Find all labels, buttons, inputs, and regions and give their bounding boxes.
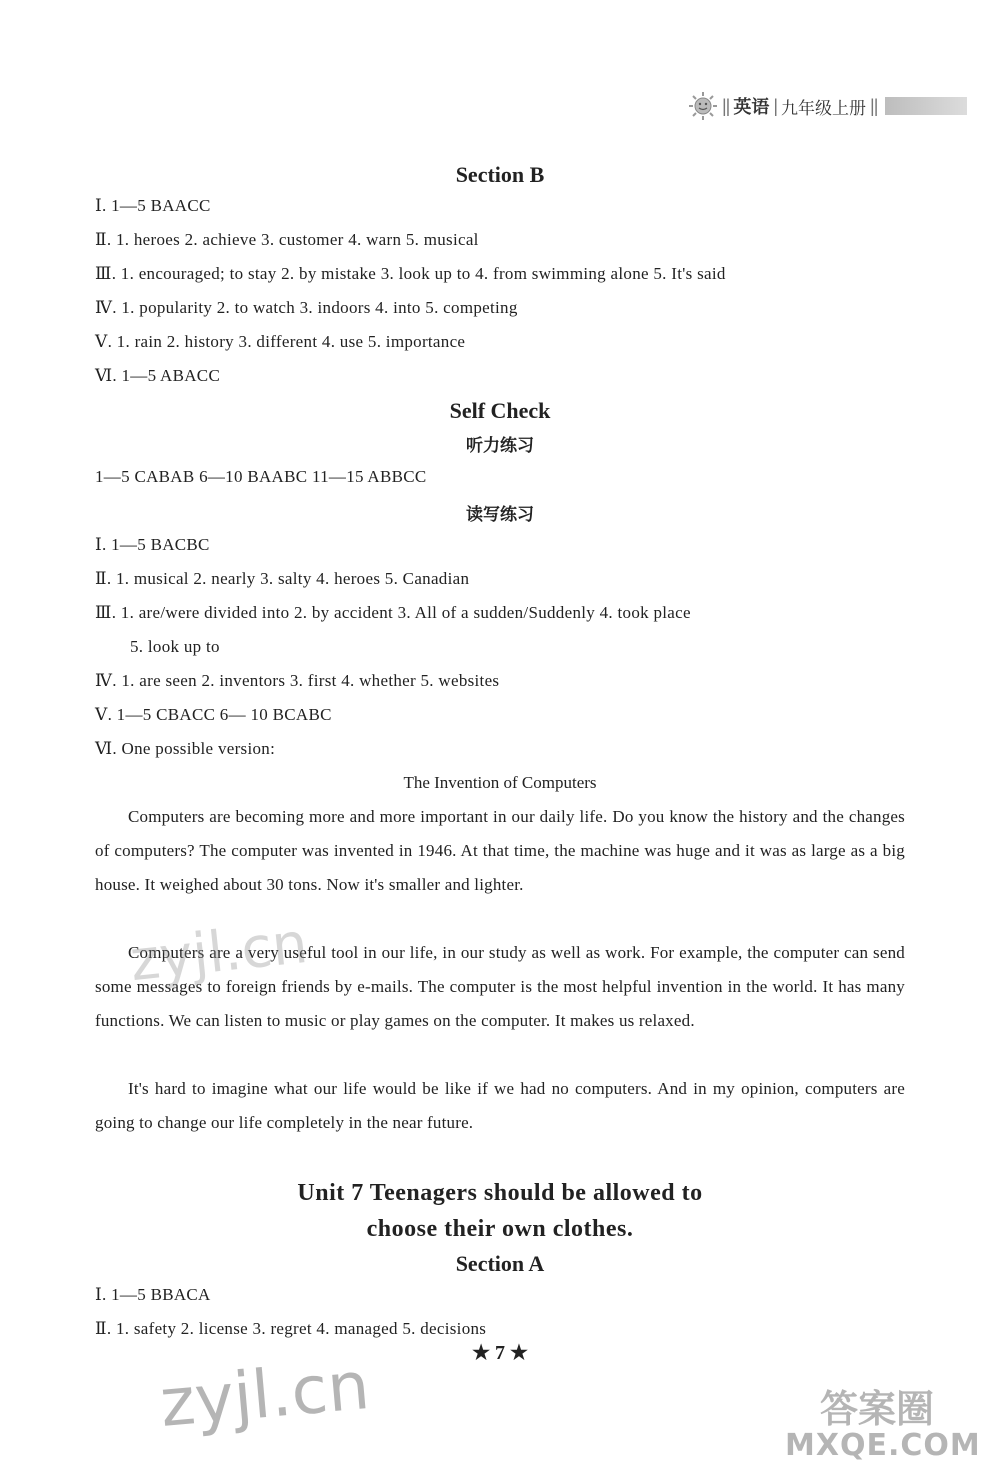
answer-line: Ⅱ. 1. heroes 2. achieve 3. customer 4. warn 5. musical xyxy=(95,230,479,249)
answer-line: Ⅱ. 1. safety 2. license 3. regret 4. managed 5. decisions xyxy=(95,1319,487,1338)
header-stripe xyxy=(885,97,967,115)
answer-line: Ⅳ. 1. popularity 2. to watch 3. indoors 4. into 5. competing xyxy=(95,298,518,317)
listening-title: 听力练习 xyxy=(466,436,534,456)
answer-line: Ⅰ. 1—5 BBACA xyxy=(95,1285,211,1304)
divider: || xyxy=(722,95,730,116)
answer-line: Ⅰ. 1—5 BAACC xyxy=(95,196,211,215)
answer-line: Ⅰ. 1—5 BACBC xyxy=(95,535,210,554)
unit-title-line2: choose their own clothes. xyxy=(366,1216,634,1242)
reading-writing-title: 读写练习 xyxy=(466,505,534,525)
watermark-right: MXQE.COM xyxy=(785,1428,981,1463)
answer-line: Ⅱ. 1. musical 2. nearly 3. salty 4. heroes 5. Canadian xyxy=(95,569,470,588)
watermark-mid: zyjl.cn xyxy=(127,910,311,995)
essay-paragraph: Computers are becoming more and more important in our daily life. Do you know the history and the changes of computers? The computer was invented in 1946. At that time, the machine was huge and it was as large as a big house. It weighed about 30 tons. Now it's smaller and lighter. xyxy=(95,807,905,894)
answer-line: Ⅲ. 1. are/were divided into 2. by accident 3. All of a sudden/Suddenly 4. took place xyxy=(95,603,691,622)
section-b-title: Section B xyxy=(455,162,545,187)
watermark-stamp: 答案圈 xyxy=(820,1387,935,1431)
unit-title-line1: Unit 7 Teenagers should be allowed to xyxy=(297,1180,703,1206)
self-check-title: Self Check xyxy=(449,398,551,423)
essay-title: The Invention of Computers xyxy=(403,773,597,792)
page-number: ★ 7 ★ xyxy=(472,1342,528,1364)
divider: || xyxy=(870,95,878,116)
answer-line: Ⅳ. 1. are seen 2. inventors 3. first 4. whether 5. websites xyxy=(95,671,500,690)
divider: | xyxy=(773,95,778,116)
answer-line: 5. look up to xyxy=(130,637,220,656)
grade-label: 九年级上册 xyxy=(781,98,867,119)
answer-line: 1—5 CABAB 6—10 BAABC 11—15 ABBCC xyxy=(95,467,427,486)
watermark-left: zyjl.cn xyxy=(157,1347,373,1442)
answer-line: Ⅵ. One possible version: xyxy=(95,739,276,758)
section-a-title: Section A xyxy=(455,1251,545,1276)
subject-label: 英语 xyxy=(733,97,770,118)
answer-line: Ⅴ. 1—5 CBACC 6— 10 BCABC xyxy=(95,705,332,724)
page-header xyxy=(688,88,967,124)
answer-line: Ⅴ. 1. rain 2. history 3. different 4. use 5. importance xyxy=(95,332,466,351)
sun-logo-icon xyxy=(688,91,718,121)
essay-paragraph: Computers are a very useful tool in our life, in our study as well as work. For example, the computer can send some messages to foreign friends by e-mails. The computer is the most helpful invention in the world. It has many functions. We can listen to music or play games on the computer. It makes us relaxed. xyxy=(95,943,905,1030)
answer-line: Ⅵ. 1—5 ABACC xyxy=(95,366,221,385)
answer-line: Ⅲ. 1. encouraged; to stay 2. by mistake 3. look up to 4. from swimming alone 5. It's said xyxy=(95,264,726,283)
essay-paragraph: It's hard to imagine what our life would be like if we had no computers. And in my opinion, computers are going to change our life completely in the near future. xyxy=(95,1079,905,1132)
